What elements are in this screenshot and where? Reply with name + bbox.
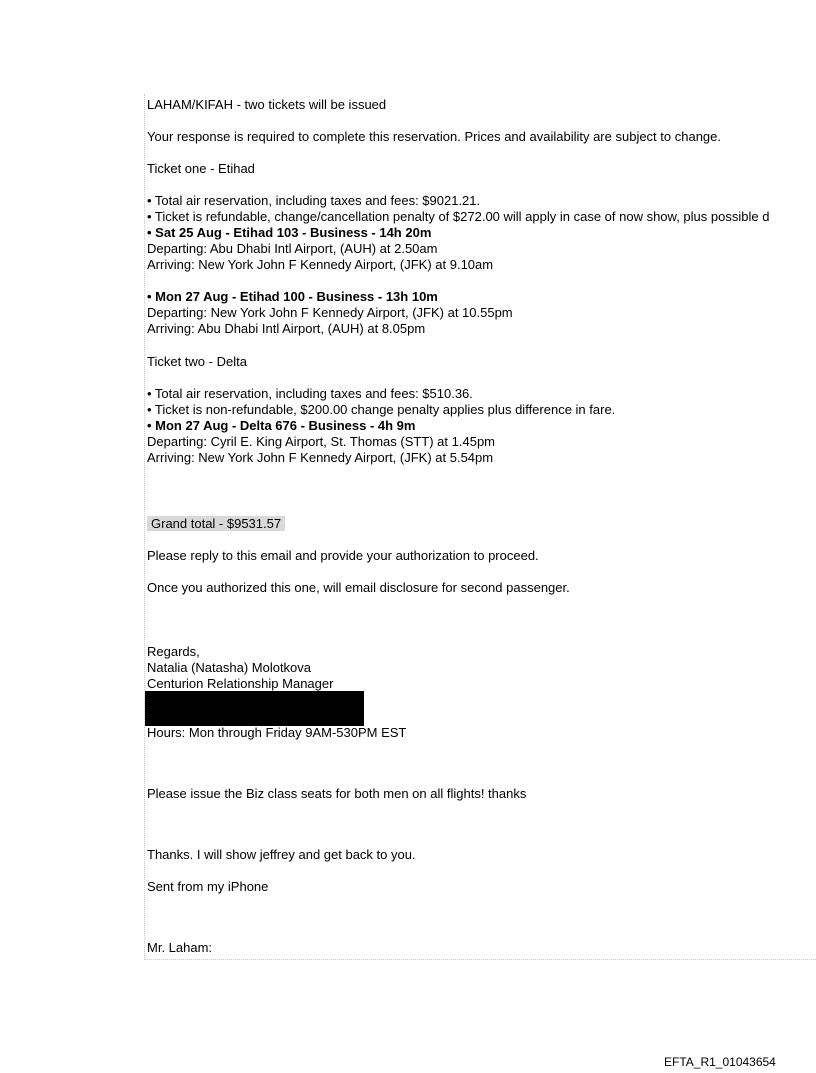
- flight-delta-676-departing: Departing: Cyril E. King Airport, St. Thomas (STT) at 1.45pm: [147, 434, 495, 449]
- flight-delta-676-title: • Mon 27 Aug - Delta 676 - Business - 4h 9m: [147, 418, 416, 433]
- flight-etihad-103-departing: Departing: Abu Dhabi Intl Airport, (AUH) at 2.50am: [147, 241, 438, 256]
- second-passenger-note: Once you authorized this one, will email disclosure for second passenger.: [147, 580, 570, 595]
- signature-title: Centurion Relationship Manager: [147, 676, 334, 691]
- ticket-one-total: • Total air reservation, including taxes and fees: $9021.21.: [147, 193, 481, 208]
- reply-thanks: Thanks. I will show jeffrey and get back to you.: [147, 847, 416, 862]
- redaction-block: [145, 691, 364, 726]
- ticket-two-total: • Total air reservation, including taxes and fees: $510.36.: [147, 386, 473, 401]
- ticket-one-refund: • Ticket is refundable, change/cancellation penalty of $272.00 will apply in case of now show, plus possible d: [147, 209, 770, 224]
- sent-from-iphone: Sent from my iPhone: [147, 879, 269, 894]
- ticket-one-heading: Ticket one - Etihad: [147, 161, 255, 176]
- grand-total-highlight: Grand total - $9531.57: [147, 516, 285, 531]
- flight-etihad-100-departing: Departing: New York John F Kennedy Airport, (JFK) at 10.55pm: [147, 305, 513, 320]
- subject-line: LAHAM/KIFAH - two tickets will be issued: [147, 97, 387, 112]
- signature-hours: Hours: Mon through Friday 9AM-530PM EST: [147, 725, 407, 740]
- document-id: EFTA_R1_01043654: [664, 1055, 776, 1069]
- flight-delta-676-arriving: Arriving: New York John F Kennedy Airport, (JFK) at 5.54pm: [147, 450, 494, 465]
- flight-etihad-100-arriving: Arriving: Abu Dhabi Intl Airport, (AUH) at 8.05pm: [147, 321, 426, 336]
- reply-biz-class: Please issue the Biz class seats for both men on all flights! thanks: [147, 786, 527, 801]
- salutation: Mr. Laham:: [147, 940, 213, 955]
- flight-etihad-103-title: • Sat 25 Aug - Etihad 103 - Business - 14h 20m: [147, 225, 432, 240]
- grand-total: [147, 516, 285, 532]
- signature-name: Natalia (Natasha) Molotkova: [147, 660, 312, 675]
- intro-text: Your response is required to complete this reservation. Prices and availability are subject to change.: [147, 129, 721, 144]
- email-body: [144, 94, 816, 960]
- ticket-two-refund: • Ticket is non-refundable, $200.00 change penalty applies plus difference in fare.: [147, 402, 616, 417]
- signature-regards: Regards,: [147, 644, 200, 659]
- flight-etihad-103-arriving: Arriving: New York John F Kennedy Airport, (JFK) at 9.10am: [147, 257, 494, 272]
- reply-request: Please reply to this email and provide your authorization to proceed.: [147, 548, 539, 563]
- flight-etihad-100-title: • Mon 27 Aug - Etihad 100 - Business - 13h 10m: [147, 289, 438, 304]
- ticket-two-heading: Ticket two - Delta: [147, 354, 247, 369]
